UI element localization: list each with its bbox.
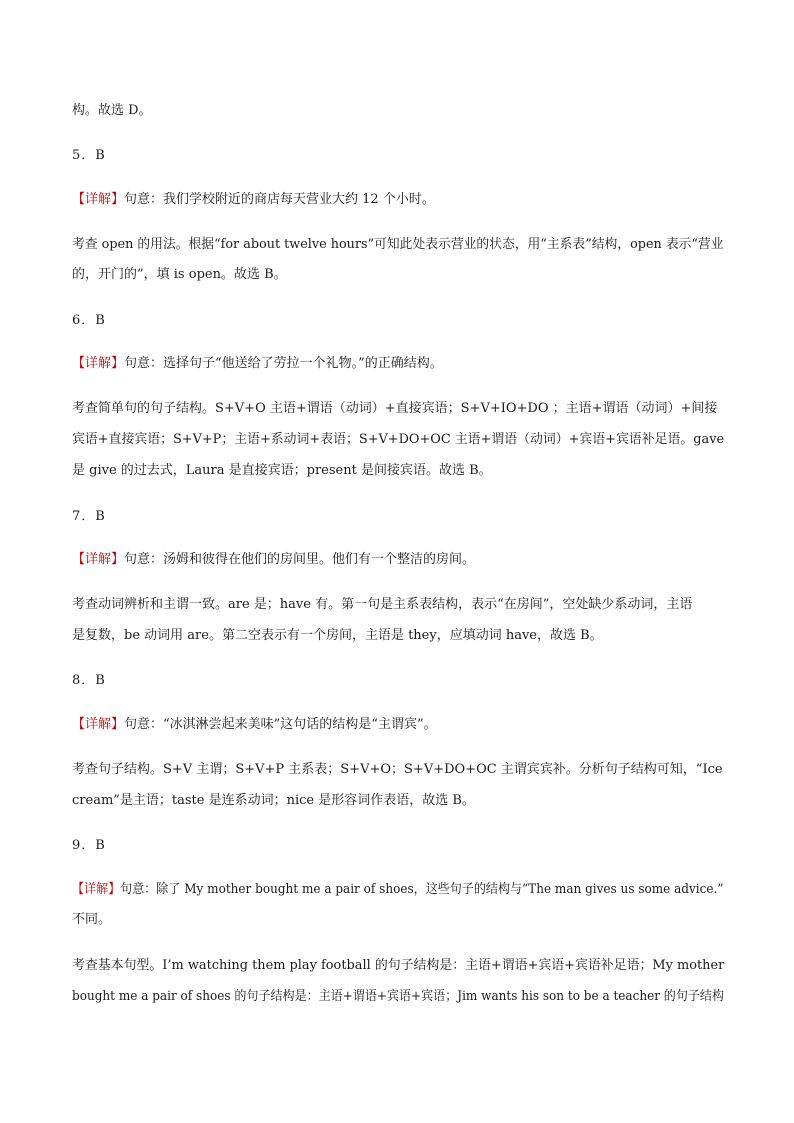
answer-number: 7．B <box>72 509 106 524</box>
detail-tag: 【详解】 <box>72 552 125 567</box>
detail-line <box>72 882 724 898</box>
sentence-meaning: 句意：选择句子“他送给了劳拉一个礼物。”的正确结构。 <box>124 356 443 371</box>
sentence-meaning: 句意：除了 My mother bought me a pair of shoes，这些句子的结构与“The man gives us some advice.” <box>120 882 724 897</box>
detail-line <box>72 356 443 372</box>
text-line: bought me a pair of shoes 的句子结构是：主语+谓语+宾语+宾语；Jim wants his son to be a teacher 的句子结构 <box>72 989 725 1004</box>
text-line: 考查句子结构。S+V 主谓；S+V+P 主系表；S+V+O；S+V+DO+OC 主谓宾宾补。分析句子结构可知，“Ice <box>72 762 723 777</box>
text-line: 不同。 <box>72 912 112 927</box>
detail-tag: 【详解】 <box>72 717 125 732</box>
detail-line <box>72 552 475 568</box>
text-line: 宾语+直接宾语；S+V+P；主语+系动词+表语；S+V+DO+OC 主语+谓语（动词）+宾语+宾语补足语。gave <box>72 432 725 447</box>
text-line: 考查 open 的用法。根据“for about twelve hours”可知此处表示营业的状态，用“主系表”结构，open 表示“营业 <box>72 237 724 252</box>
text-line: 考查简单句的句子结构。S+V+O 主语+谓语（动词）+直接宾语；S+V+IO+DO ；主语+谓语（动词）+间接 <box>72 401 718 416</box>
sentence-meaning: 句意：我们学校附近的商店每天营业大约 12 个小时。 <box>124 192 435 207</box>
detail-tag: 【详解】 <box>72 192 125 207</box>
text-line: 考查动词辨析和主谓一致。are 是；have 有。第一句是主系表结构，表示“在房间”，空处缺少系动词，主语 <box>72 597 693 612</box>
sentence-meaning: 句意：汤姆和彼得在他们的房间里。他们有一个整洁的房间。 <box>124 552 476 567</box>
detail-line <box>72 717 437 733</box>
detail-tag: 【详解】 <box>72 882 121 897</box>
detail-line <box>72 192 435 208</box>
text-line: cream”是主语；taste 是连系动词；nice 是形容词作表语，故选 B。 <box>72 793 475 808</box>
text-line: 是复数，be 动词用 are。第二空表示有一个房间，主语是 they，应填动词 have，故选 B。 <box>72 628 603 643</box>
answer-number: 9．B <box>72 838 106 853</box>
text-line: 是 give 的过去式，Laura 是直接宾语；present 是间接宾语。故选 B。 <box>72 463 492 478</box>
answer-number: 5．B <box>72 148 106 163</box>
answer-number: 8．B <box>72 673 106 688</box>
text-line: 考查基本句型。I’m watching them play football 的句子结构是：主语+谓语+宾语+宾语补足语；My mother <box>72 958 725 973</box>
detail-tag: 【详解】 <box>72 356 125 371</box>
text-line: 的，开门的”，填 is open。故选 B。 <box>72 267 287 282</box>
answer-number: 6．B <box>72 313 106 328</box>
text-line: 构。故选 D。 <box>72 103 152 118</box>
sentence-meaning: 句意：“冰淇淋尝起来美味”这句话的结构是“主谓宾”。 <box>124 717 437 732</box>
